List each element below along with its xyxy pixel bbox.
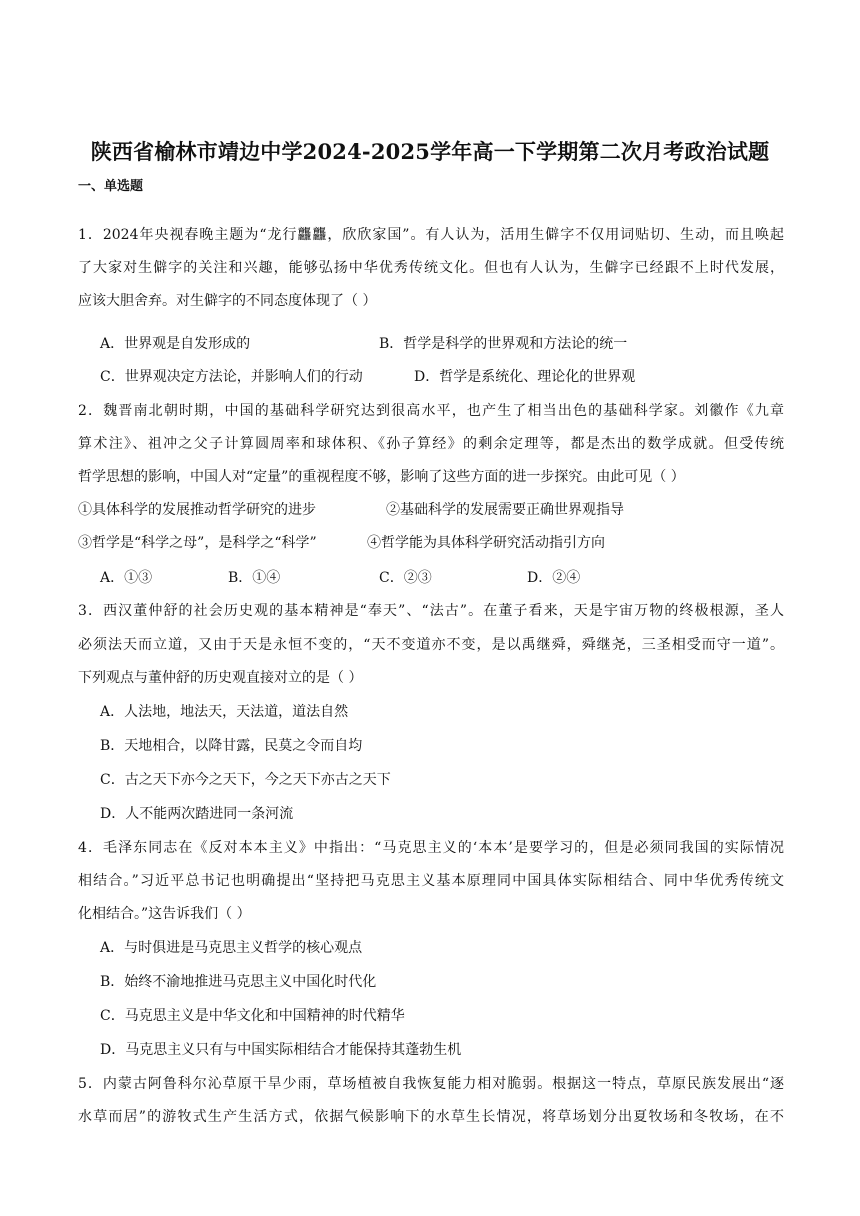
question-4-stem-line-2: 相结合。”习近平总书记也明确提出“坚持把马克思主义基本原理同中国具体实际相结合、同中华优秀传统文 [78,873,784,889]
question-1-option-a: A．世界观是自发形成的 [100,336,251,352]
section-heading: 一、单选题 [78,179,144,194]
question-3-option-a: A．人法地，地法天，天法道，道法自然 [100,704,349,720]
question-1-option-c: C．世界观决定方法论，并影响人们的行动 [100,369,363,385]
question-4-option-a: A．与时俱进是马克思主义哲学的核心观点 [100,940,363,956]
question-2-option-c: C．②③ [379,570,432,586]
question-4-option-b: B．始终不渝地推进马克思主义中国化时代化 [100,974,377,990]
question-3-option-c: C．古之天下亦今之天下，今之天下亦古之天下 [100,772,391,788]
question-4-option-c: C．马克思主义是中华文化和中国精神的时代精华 [100,1008,405,1024]
question-3-stem-line-2: 必须法天而立道，又由于天是永恒不变的，“天不变道亦不变，是以禹继舜，舜继尧，三圣相受而守一道”。 [78,637,784,653]
question-2-statement-4: ④哲学能为具体科学研究活动指引方向 [367,535,605,551]
question-2-statement-2: ②基础科学的发展需要正确世界观指导 [386,502,624,518]
question-1-option-d: D．哲学是系统化、理论化的世界观 [414,369,636,385]
question-3-option-d: D．人不能两次踏进同一条河流 [100,806,294,822]
question-3-stem-line-1: 3．西汉董仲舒的社会历史观的基本精神是“奉天”、“法古”。在董子看来，天是宇宙万物的终极根源，圣人 [78,603,784,619]
question-2-stem-line-1: 2．魏晋南北朝时期，中国的基础科学研究达到很高水平，也产生了相当出色的基础科学家。刘徽作《九章 [78,403,784,419]
question-2-option-b: B．①④ [228,570,281,586]
question-1-stem-line-3: 应该大胆舍弃。对生僻字的不同态度体现了（ ） [78,293,377,309]
question-2-stem-line-3: 哲学思想的影响，中国人对“定量”的重视程度不够，影响了这些方面的进一步探究。由此可见（ ） [78,469,685,485]
question-4-stem-line-3: 化相结合。”这告诉我们（ ） [78,906,251,922]
question-1-stem-line-1: 1．2024年央视春晚主题为“龙行龘龘，欣欣家国”。有人认为，活用生僻字不仅用词贴切、生动，而且唤起 [78,227,784,243]
question-4-option-d: D．马克思主义只有与中国实际相结合才能保持其蓬勃生机 [100,1042,462,1058]
question-1-stem-line-2: 了大家对生僻字的关注和兴趣，能够弘扬中华优秀传统文化。但也有人认为，生僻字已经跟不上时代发展， [78,260,784,276]
question-2-statement-3: ③哲学是“科学之母”，是科学之“科学” [78,535,317,551]
question-3-stem-line-3: 下列观点与董仲舒的历史观直接对立的是（ ） [78,670,363,686]
page-title: 陕西省榆林市靖边中学2024-2025学年高一下学期第二次月考政治试题 [90,139,770,164]
question-2-stem-line-2: 算术注》、祖冲之父子计算圆周率和球体积、《孙子算经》的剩余定理等，都是杰出的数学成就。但受传统 [78,436,784,452]
question-5-stem-line-2: 水草而居”的游牧式生产生活方式，依据气候影响下的水草生长情况，将草场划分出夏牧场和冬牧场，在不 [78,1109,784,1125]
question-5-stem-line-1: 5．内蒙古阿鲁科尔沁草原干旱少雨，草场植被自我恢复能力相对脆弱。根据这一特点，草原民族发展出“逐 [78,1076,784,1092]
question-2-option-a: A．①③ [100,570,153,586]
question-2-statement-1: ①具体科学的发展推动哲学研究的进步 [78,502,316,518]
question-4-stem-line-1: 4．毛泽东同志在《反对本本主义》中指出：“马克思主义的‘本本’是要学习的，但是必须同我国的实际情况 [78,840,784,856]
question-2-option-d: D．②④ [527,570,581,586]
question-1-option-b: B．哲学是科学的世界观和方法论的统一 [379,336,628,352]
question-3-option-b: B．天地相合，以降甘露，民莫之令而自均 [100,738,363,754]
